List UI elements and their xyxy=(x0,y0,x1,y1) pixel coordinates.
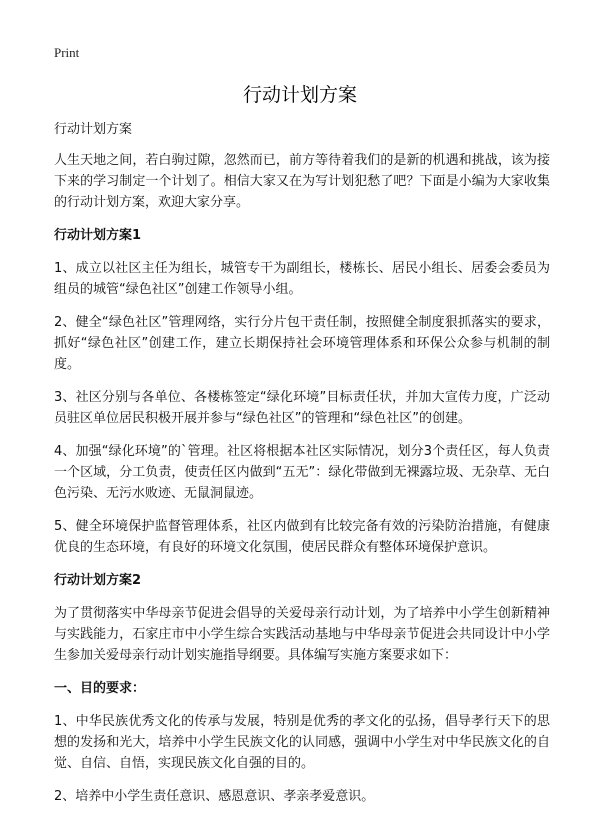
section2-item: 2、培养中小学生责任意识、感恩意识、孝亲孝爱意识。 xyxy=(54,789,375,804)
print-link[interactable]: Print xyxy=(54,45,80,60)
section1-item: 3、社区分别与各单位、各楼栋签定“绿化环境”目标责任状，并加大宣传力度，广泛动员驻区单位居民积极开展并参与“绿色社区”的管理和“绿色社区”的创建。 xyxy=(54,390,550,426)
document-body xyxy=(54,119,550,819)
section-heading-2: 行动计划方案2 xyxy=(54,573,142,588)
section-heading-1: 行动计划方案1 xyxy=(54,228,142,243)
section1-item: 4、加强“绿化环境”的`管理。社区将根据本社区实际情况，划分3个责任区，每人负责一个区域，分工负责，使责任区内做到“五无”：绿化带做到无裸露垃圾、无杂草、无白色污染、无污水败迹、无鼠洞鼠迹。 xyxy=(54,444,550,501)
section1-item: 2、健全“绿色社区”管理网络，实行分片包干责任制，按照健全制度狠抓落实的要求，抓好“绿色社区”创建工作，建立长期保持社会环境管理体系和环保公众参与机制的制度。 xyxy=(54,315,550,372)
subsection-heading: 一、目的要求： xyxy=(54,681,146,696)
section2-item: 1、中华民族优秀文化的传承与发展，特别是优秀的孝文化的弘扬，倡导孝行天下的思想的发扬和光大，培养中小学生民族文化的认同感，强调中小学生对中华民族文化的自觉、自信、自悟，实现民族文化自强的目的。 xyxy=(54,714,550,771)
section2-intro: 为了贯彻落实中华母亲节促进会倡导的关爱母亲行动计划，为了培养中小学生创新精神与实践能力，石家庄市中小学生综合实践活动基地与中华母亲节促进会共同设计中小学生参加关爱母亲行动计划实施指导纲要。具体编写实施方案要求如下： xyxy=(54,606,550,663)
intro-paragraph: 人生天地之间，若白驹过隙，忽然而已，前方等待着我们的是新的机遇和挑战，该为接下来的学习制定一个计划了。相信大家又在为写计划犯愁了吧？下面是小编为大家收集的行动计划方案，欢迎大家分享。 xyxy=(54,153,550,210)
document-subtitle: 行动计划方案 xyxy=(54,122,133,137)
section1-item: 5、健全环境保护监督管理体系，社区内做到有比较完备有效的污染防治措施，有健康优良的生态环境，有良好的环境文化氛围，使居民群众有整体环境保护意识。 xyxy=(54,519,550,555)
section1-item: 1、成立以社区主任为组长，城管专干为副组长，楼栋长、居民小组长、居委会委员为组员的城管“绿色社区”创建工作领导小组。 xyxy=(54,261,550,297)
page-title: 行动计划方案 xyxy=(242,84,357,106)
